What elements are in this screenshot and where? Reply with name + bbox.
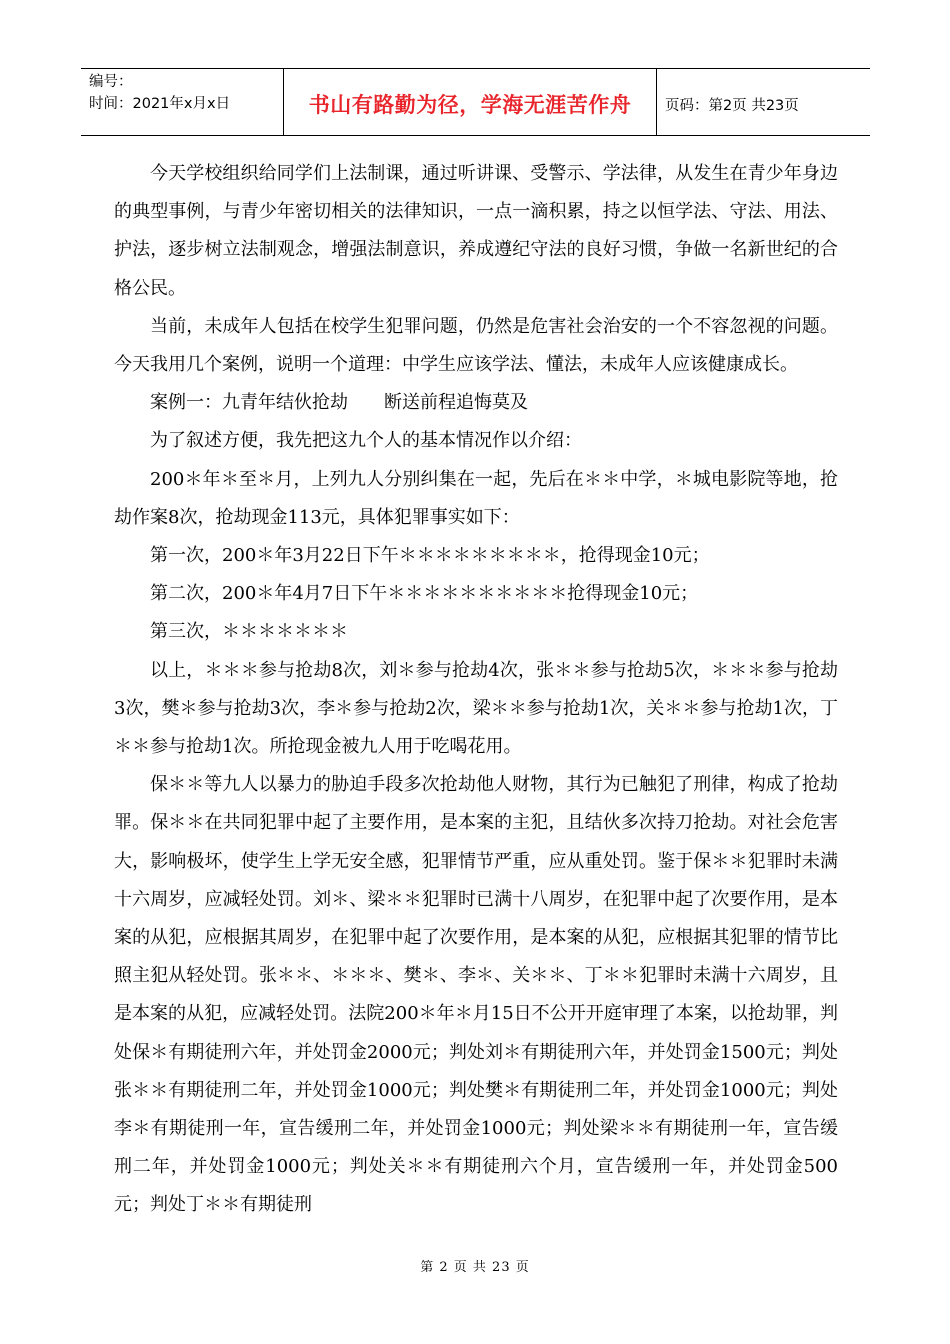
document-date: 时间：2021年x月x日 — [89, 96, 231, 112]
paragraph-intro: 今天学校组织给同学们上法制课，通过听讲课、受警示、学法律，从发生在青少年身边的典型事例，与青少年密切相关的法律知识，一点一滴积累，持之以恒学法、守法、用法、护法，逐步树立法制观念，增强法制意识，养成遵纪守法的良好习惯，争做一名新世纪的合格公民。 — [114, 163, 838, 299]
paragraph-case-facts: 200＊年＊至＊月，上列九人分别纠集在一起，先后在＊＊中学，＊城电影院等地，抢劫作案8次，抢劫现金113元，具体犯罪事实如下： — [114, 468, 838, 528]
paragraph-second-robbery: 第二次，200＊年4月7日下午＊＊＊＊＊＊＊＊＊＊抢得现金10元； — [150, 583, 699, 605]
case-heading: 案例一：九青年结伙抢劫 断送前程追悔莫及 — [150, 392, 528, 414]
paragraph-first-robbery: 第一次，200＊年3月22日下午＊＊＊＊＊＊＊＊＊，抢得现金10元； — [150, 545, 710, 567]
header-meta — [81, 69, 284, 135]
paragraph-verdict: 保＊＊等九人以暴力的胁迫手段多次抢劫他人财物，其行为已触犯了刑律，构成了抢劫罪。保＊＊在共同犯罪中起了主要作用，是本案的主犯，且结伙多次持刀抢劫。对社会危害大，影响极坏，使学生上学无安全感，犯罪情节严重，应从重处罚。鉴于保＊＊犯罪时未满十六周岁，应减轻处罚。刘＊、梁＊＊犯罪时已满十八周岁，在犯罪中起了次要作用，是本案的从犯，应根据其周岁，在犯罪中起了次要作用，是本案的从犯，应根据其犯罪的情节比照主犯从轻处罚。张＊＊、＊＊＊、樊＊、李＊、关＊＊、丁＊＊犯罪时未满十六周岁，且是本案的从犯，应减轻处罚。法院200＊年＊月15日不公开开庭审理了本案，以抢劫罪，判处保＊有期徒刑六年，并处罚金2000元；判处刘＊有期徒刑六年，并处罚金1500元；判处张＊＊有期徒刑二年，并处罚金1000元；判处樊＊有期徒刑二年，并处罚金1000元；判处李＊有期徒刑一年，宣告缓刑二年，并处罚金1000元；判处梁＊＊有期徒刑一年，宣告缓刑二年，并处罚金1000元；判处关＊＊有期徒刑六个月，宣告缓刑一年，并处罚金500元；判处丁＊＊有期徒刑 — [114, 774, 838, 1216]
page-header — [81, 68, 870, 136]
page-footer: 第 2 页 共 23 页 — [420, 1260, 530, 1275]
header-motto: 书山有路勤为径，学海无涯苦作舟 — [284, 69, 657, 135]
paragraph-participation-summary: 以上，＊＊＊参与抢劫8次，刘＊参与抢劫4次，张＊＊参与抢劫5次，＊＊＊参与抢劫3次，樊＊参与抢劫3次，李＊参与抢劫2次，梁＊＊参与抢劫1次，关＊＊参与抢劫1次，丁＊＊参与抢劫1次。所抢现金被九人用于吃喝花用。 — [114, 659, 838, 758]
header-page-info: 页码：第2页 共23页 — [665, 97, 799, 114]
paragraph-third-robbery: 第三次，＊＊＊＊＊＊＊ — [150, 621, 348, 643]
document-body — [114, 155, 838, 1225]
paragraph-current-situation: 当前，未成年人包括在校学生犯罪问题，仍然是危害社会治安的一个不容忽视的问题。今天我用几个案例，说明一个道理：中学生应该学法、懂法，未成年人应该健康成长。 — [114, 315, 838, 376]
document-number-label: 编号： — [89, 74, 133, 90]
paragraph-case-intro: 为了叙述方便，我先把这九个人的基本情况作以介绍： — [150, 430, 582, 452]
